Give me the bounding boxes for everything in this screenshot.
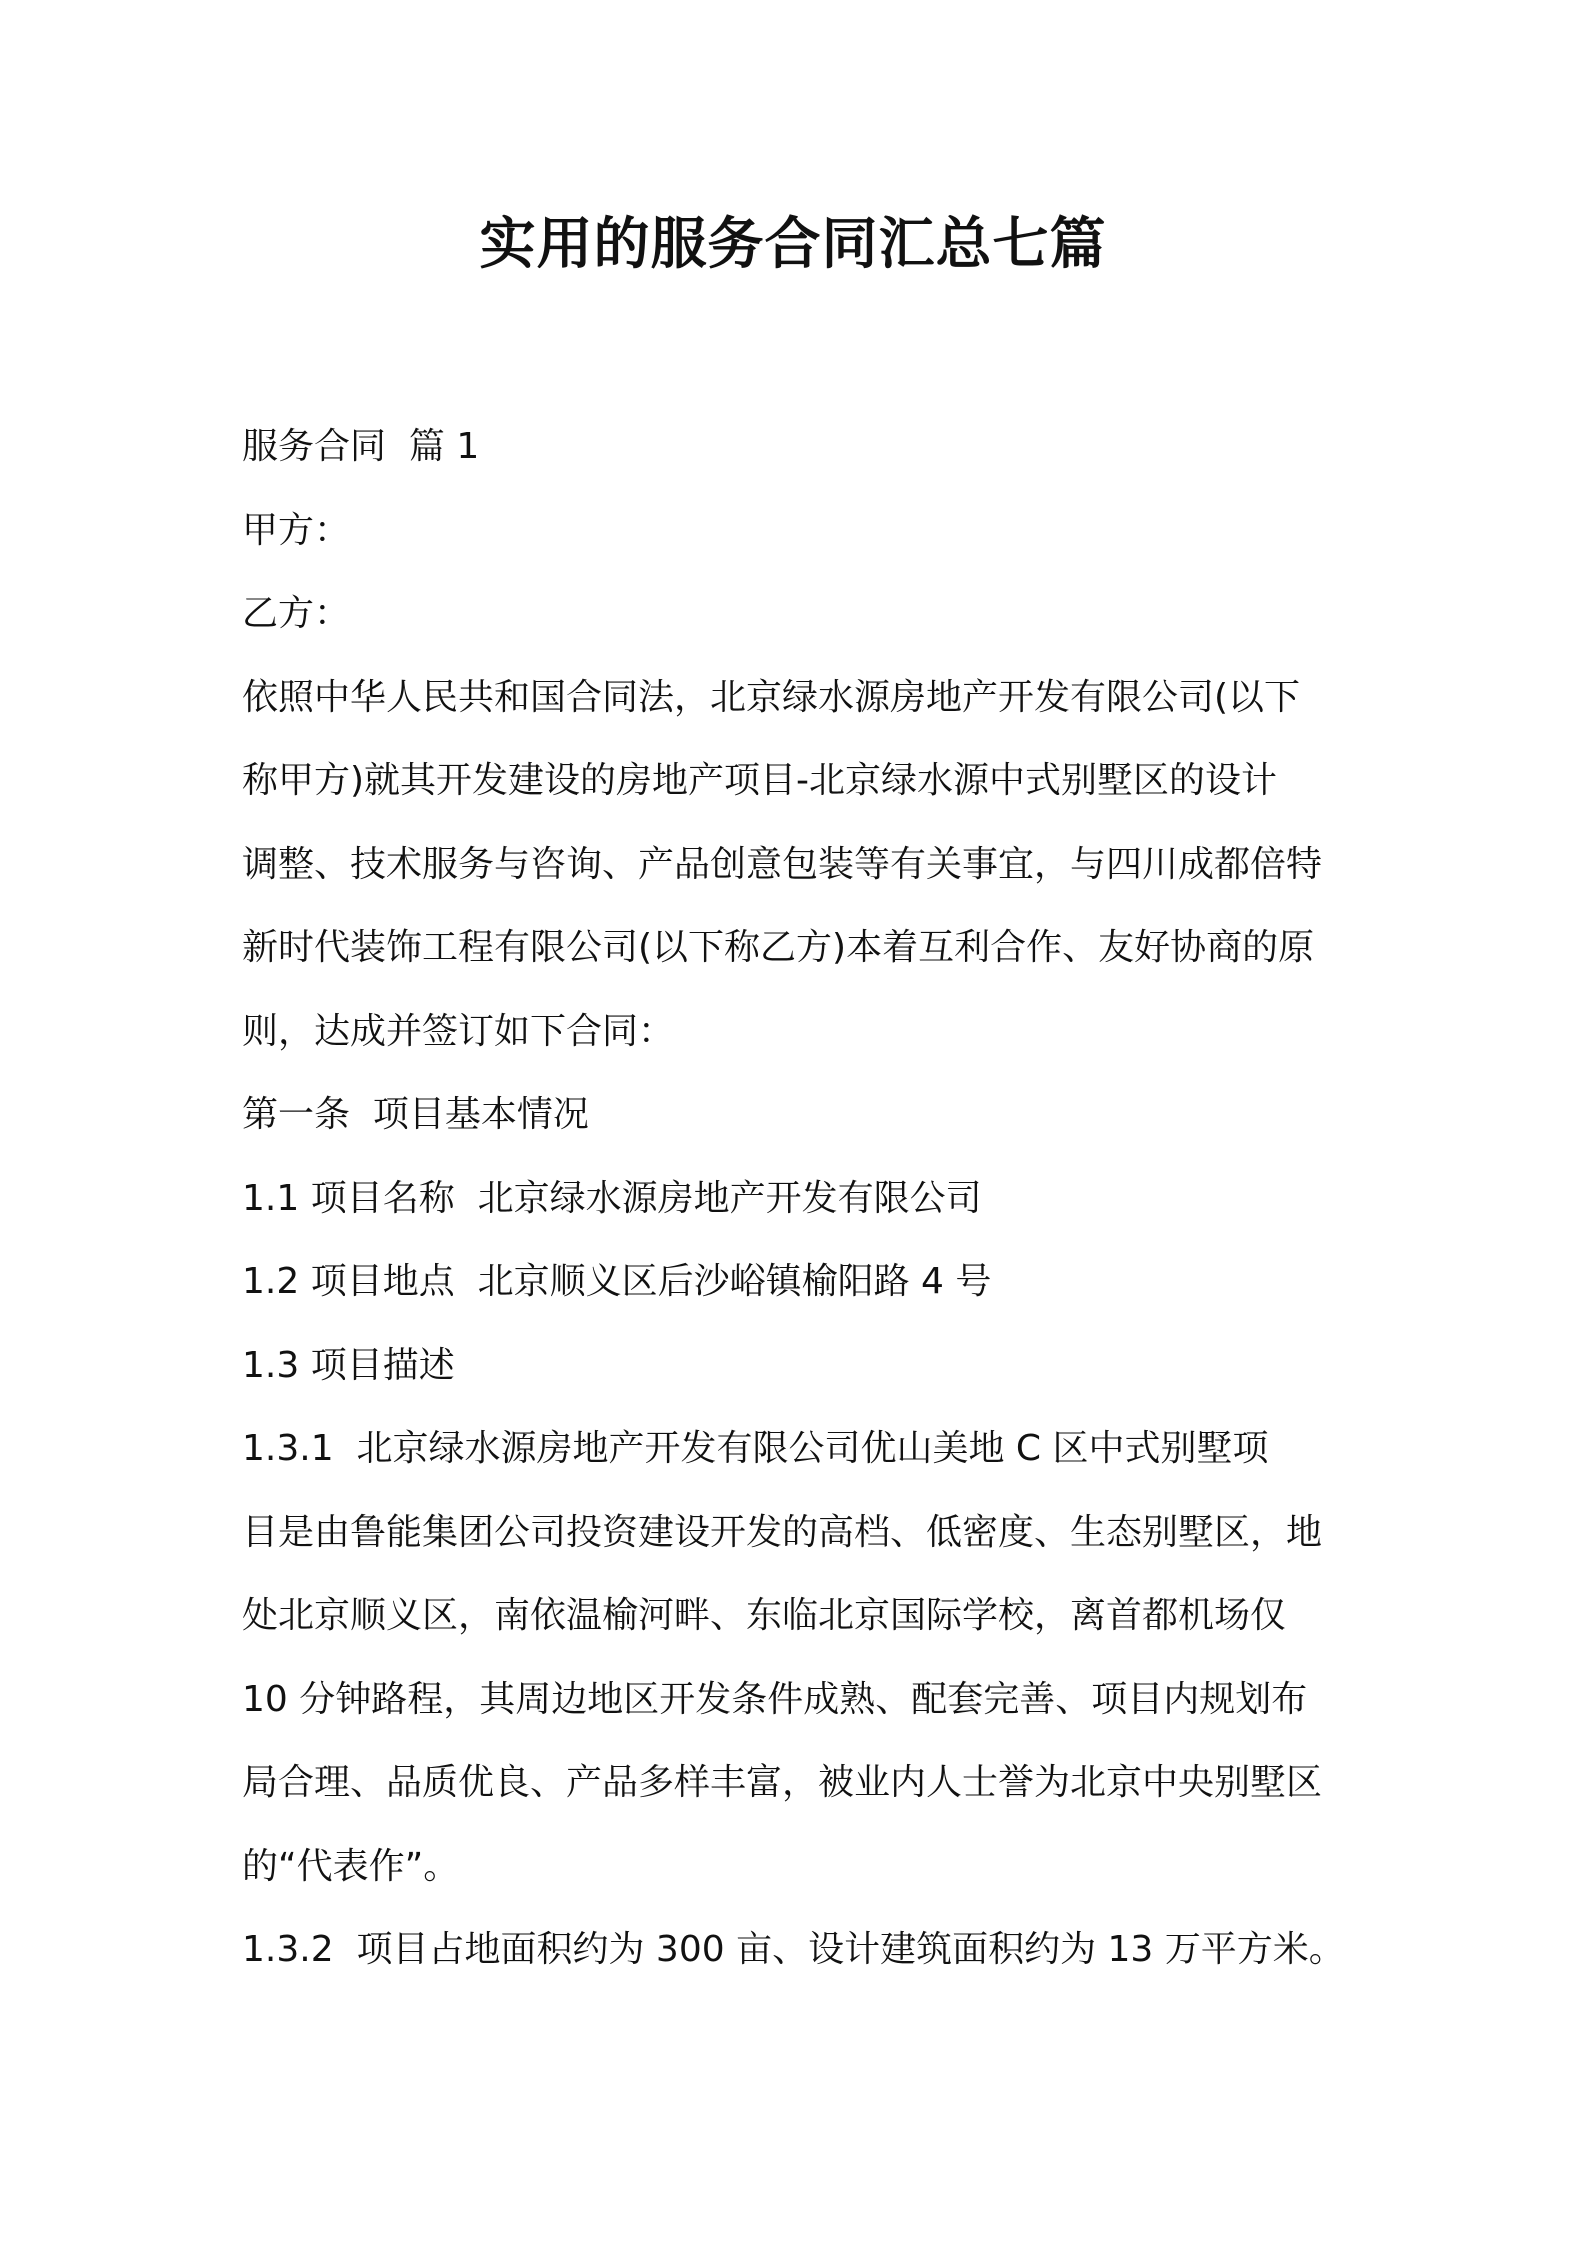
clause-line: 1.1 项目名称 北京绿水源房地产开发有限公司 xyxy=(242,1177,982,1219)
party-b-line: 乙方： xyxy=(242,593,351,634)
paragraph-line: 调整、技术服务与咨询、产品创意包装等有关事宜，与四川成都倍特 xyxy=(242,843,1323,885)
section-heading: 服务合同 篇 1 xyxy=(242,426,480,467)
document-title: 实用的服务合同汇总七篇 xyxy=(479,212,1107,277)
paragraph-line: 新时代装饰工程有限公司(以下称乙方)本着互利合作、友好协商的原 xyxy=(242,927,1315,968)
clause-line: 1.3 项目描述 xyxy=(242,1344,455,1386)
paragraph-line: 处北京顺义区，南依温榆河畔、东临北京国际学校，离首都机场仅 xyxy=(242,1595,1287,1636)
paragraph-line: 1.3.1 北京绿水源房地产开发有限公司优山美地 C 区中式别墅项 xyxy=(242,1428,1269,1469)
paragraph-line: 目是由鲁能集团公司投资建设开发的高档、低密度、生态别墅区，地 xyxy=(242,1511,1323,1553)
paragraph-line: 的“代表作”。 xyxy=(242,1845,460,1887)
paragraph-line: 则，达成并签订如下合同： xyxy=(242,1010,675,1052)
paragraph-line: 依照中华人民共和国合同法，北京绿水源房地产开发有限公司(以下 xyxy=(242,676,1301,718)
paragraph-line: 称甲方)就其开发建设的房地产项目-北京绿水源中式别墅区的设计 xyxy=(242,760,1278,801)
paragraph-line: 局合理、品质优良、产品多样丰富，被业内人士誉为北京中央别墅区 xyxy=(242,1762,1323,1803)
clause-line: 1.3.2 项目占地面积约为 300 亩、设计建筑面积约为 13 万平方米。 xyxy=(242,1929,1345,1970)
paragraph-line: 10 分钟路程，其周边地区开发条件成熟、配套完善、项目内规划布 xyxy=(242,1678,1308,1720)
document-body xyxy=(242,405,1362,1992)
article-heading: 第一条 项目基本情况 xyxy=(242,1094,589,1135)
clause-line: 1.2 项目地点 北京顺义区后沙峪镇榆阳路 4 号 xyxy=(242,1261,992,1302)
party-a-line: 甲方： xyxy=(242,509,351,551)
